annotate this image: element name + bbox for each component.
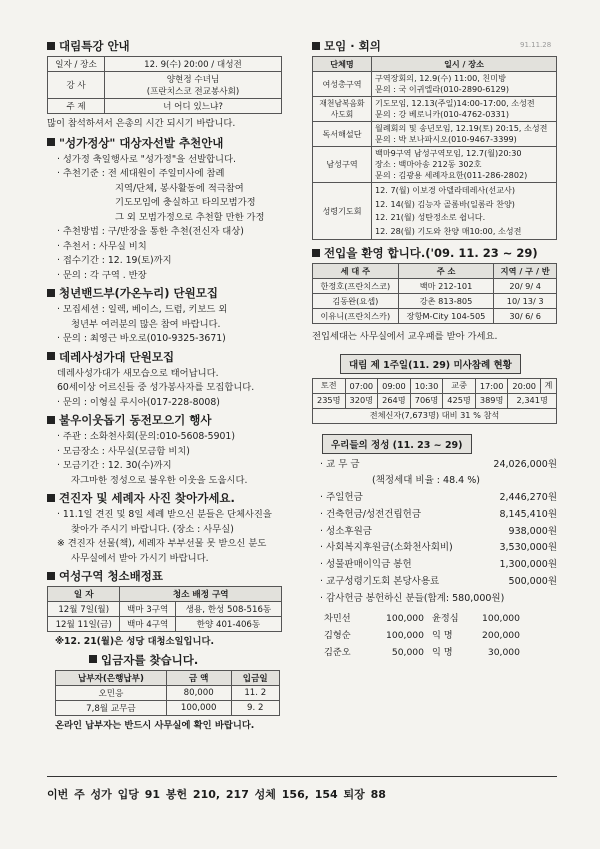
cell: 이유니(프란치스카) xyxy=(313,309,399,324)
donor-amount: 100,000 xyxy=(386,629,424,641)
donor-amount: 100,000 xyxy=(386,612,424,624)
offering-row: (책정세대 비율 : 48.4 %) xyxy=(372,475,480,487)
detail-cell: 12. 7(월) 이보경 아델라데레사(선교사) 12. 14(월) 김능자 골롬바(일롬라 찬양) 12. 21(월) 성탄정소로 쉽니다. 12. 28(월) 기도와 찬양 매10:00, 소성전 xyxy=(372,183,557,240)
table-header-row xyxy=(313,264,557,279)
header-cell: 일시 / 장소 xyxy=(372,57,557,72)
donor-name: 김준오 xyxy=(324,646,351,658)
lecture-note: 많이 참석하셔서 은총의 시간 되시기 바랍니다. xyxy=(47,118,236,129)
lecture-table xyxy=(47,56,282,114)
cell: 생용, 한성 508-516동 xyxy=(175,602,281,617)
elder-choir-heading: 데레사성가대 단원모집 xyxy=(47,349,297,365)
text-line: · 11.1일 견진 및 8일 세례 받으신 분들은 단체사진을 xyxy=(57,509,272,520)
cell: 706명 xyxy=(410,393,443,408)
cell: 12월 11일(금) xyxy=(48,617,120,632)
header-cell: 지역 / 구 / 반 xyxy=(494,264,557,279)
header-cell: 입금일 xyxy=(231,670,280,685)
table-row xyxy=(48,602,282,617)
offering-title: 우리들의 정성 (11. 23 ~ 29) xyxy=(322,434,472,454)
cell: 전체신자(7,673명) 대비 31 % 참석 xyxy=(313,408,557,423)
donor-name: 김형순 xyxy=(324,629,351,641)
header-cell: 일 자 xyxy=(48,587,120,602)
cell: 235명 xyxy=(313,393,346,408)
speaker-name: 양현정 수녀님 xyxy=(166,75,220,85)
cell: 백마 4구역 xyxy=(120,617,175,632)
donor-name: 익 명 xyxy=(432,629,453,641)
newcomers-table xyxy=(312,263,557,324)
table-row xyxy=(313,122,557,147)
choir-heading: "성가정상" 대상자선발 추천안내 xyxy=(47,135,297,151)
attendance-table xyxy=(312,378,557,424)
cell: 11. 2 xyxy=(231,685,280,700)
table-row xyxy=(48,72,282,99)
neighbor-heading: 불우이웃돕기 동전모으기 행사 xyxy=(47,412,297,428)
square-bullet-icon xyxy=(47,416,55,424)
text-line: 사무실에서 받아 가시기 바랍니다. xyxy=(71,552,209,564)
header-cell: 주 소 xyxy=(398,264,494,279)
text-line: · 문의 : 최영근 바오로(010-9325-3671) xyxy=(57,333,226,344)
newcomers-heading: 전입을 환영 합니다.('09. 11. 23 ~ 29) xyxy=(312,245,557,261)
cell: 한양 401-406동 xyxy=(175,617,281,632)
value-cell xyxy=(105,72,282,99)
text-line: 지역/단체, 봉사활동에 적극참여 xyxy=(115,182,244,194)
label-cell: 강 사 xyxy=(48,72,105,99)
header-cell: 청소 배정 구역 xyxy=(120,587,282,602)
table-header-row xyxy=(48,587,282,602)
header-cell: 단체명 xyxy=(313,57,372,72)
table-row xyxy=(48,99,282,114)
text-line: · 추천방법 : 구/반장을 통한 추천(전신자 대상) xyxy=(57,226,244,237)
text-line: · 추천서 : 사무실 비치 xyxy=(57,240,147,252)
text-line: · 추천기준 : 전 세대원이 주일미사에 참례 xyxy=(57,168,225,179)
text-line: ※ 견진자 선물(책), 세례자 부부선물 못 받으신 분도 xyxy=(57,538,267,549)
left-column xyxy=(47,36,297,733)
detail-cell: 구역장회의, 12.9(수) 11:00, 친미방 문의 : 국 이귀엘라(010-2890-6129) xyxy=(372,72,557,97)
attendance-title: 대림 제 1주일(11. 29) 미사참례 현황 xyxy=(340,354,521,374)
cell: 한정호(프란치스코) xyxy=(313,279,399,294)
square-bullet-icon xyxy=(312,42,320,50)
offering-row: · 사회복지후원금(소화천사회비) 3,530,000원 xyxy=(320,542,557,554)
table-row xyxy=(313,309,557,324)
table-row xyxy=(313,294,557,309)
text-line: 기도모임에 충실하고 타의모범가정 xyxy=(115,197,256,208)
cell: 10/ 13/ 3 xyxy=(494,294,557,309)
text-line: · 주관 : 소화천사회(문의:010-5608-5901) xyxy=(57,431,235,442)
meetings-table xyxy=(312,56,557,240)
cell: 20/ 9/ 4 xyxy=(494,279,557,294)
label-cell: 일자 / 장소 xyxy=(48,57,105,72)
table-row xyxy=(48,57,282,72)
cleaning-note: ※12. 21(월)은 성당 대청소일입니다. xyxy=(55,636,214,647)
cell: 9. 2 xyxy=(231,700,280,715)
cell: 2,341명 xyxy=(508,393,557,408)
time-row xyxy=(313,378,557,393)
cell: 09:00 xyxy=(378,378,411,393)
value-cell: 12. 9(수) 20:00 / 대성전 xyxy=(105,57,282,72)
header-cell: 세 대 주 xyxy=(313,264,399,279)
page-mark: 91.11.28 xyxy=(520,41,552,49)
cell: 장항M-City 104-505 xyxy=(398,309,494,324)
square-bullet-icon xyxy=(47,138,55,146)
offering-row: · 건축헌금/성전건립헌금 8,145,410원 xyxy=(320,508,557,520)
cell: 교중 xyxy=(443,378,476,393)
square-bullet-icon xyxy=(47,42,55,50)
cell: 7,8월 교무금 xyxy=(56,700,167,715)
offering-row: · 성소후원금 938,000원 xyxy=(320,525,557,537)
table-row xyxy=(313,147,557,183)
cell: 20:00 xyxy=(508,378,541,393)
offering-row: · 감사헌금 봉헌하신 분들(합계: 580,000원) xyxy=(320,592,505,604)
table-row xyxy=(56,685,280,700)
cleaning-table xyxy=(47,586,282,632)
cell: 30/ 6/ 6 xyxy=(494,309,557,324)
offering-row: · 성물판매이익금 봉헌 1,300,000원 xyxy=(320,559,557,571)
cell: 오민응 xyxy=(56,685,167,700)
right-column xyxy=(312,36,557,661)
donor-amount: 100,000 xyxy=(482,612,520,624)
cell: 토전 xyxy=(313,378,346,393)
table-header-row xyxy=(56,670,280,685)
header-cell: 납부자(은행납부) xyxy=(56,670,167,685)
youth-band-heading: 청년밴드부(가온누리) 단원모집 xyxy=(47,285,297,301)
detail-cell: 기도모임, 12.13(주일)14:00-17:00, 소성전 문의 : 강 베로니카(010-4762-0331) xyxy=(372,97,557,122)
deposit-note: 온라인 납부자는 반드시 사무실에 확인 바랍니다. xyxy=(55,719,255,731)
donor-name: 익 명 xyxy=(432,646,453,658)
lecture-heading: 대림특강 안내 xyxy=(47,38,297,54)
hymn-footer: 이번 주 성가 입당 91 봉헌 210, 217 성체 156, 154 퇴장 88 xyxy=(47,776,557,802)
label-cell: 주 제 xyxy=(48,99,105,114)
text-line: 찾아가 주시기 바랍니다. (장소 : 사무실) xyxy=(71,523,234,535)
cell: 320명 xyxy=(345,393,378,408)
cell: 17:00 xyxy=(475,378,508,393)
text-line: 데레사성가대가 새모습으로 태어납니다. xyxy=(57,367,219,379)
deposit-table xyxy=(55,670,280,716)
cell: 12월 7일(월) xyxy=(48,602,120,617)
offering-row: · 교 무 금 24,026,000원 xyxy=(320,458,557,470)
value-cell: 너 어디 있느냐? xyxy=(105,99,282,114)
donor-amount: 30,000 xyxy=(487,646,520,658)
deposit-heading: 입금자를 찾습니다. xyxy=(47,652,297,668)
text-line: · 접수기간 : 12. 19(토)까지 xyxy=(57,255,172,266)
photo-heading: 견진자 및 세례자 사진 찾아가세요. xyxy=(47,490,297,506)
table-row xyxy=(313,97,557,122)
cell: 김동완(요셉) xyxy=(313,294,399,309)
offering-row: · 교구성령기도회 본당사용료 500,000원 xyxy=(320,576,557,588)
cell: 10:30 xyxy=(410,378,443,393)
cell: 백마 212-101 xyxy=(398,279,494,294)
table-row xyxy=(313,279,557,294)
table-row xyxy=(313,183,557,240)
count-row xyxy=(313,393,557,408)
org-cell: 남성구역 xyxy=(313,147,372,183)
text-line: 청년부 여러분의 많은 참여 바랍니다. xyxy=(71,318,221,330)
table-row xyxy=(313,72,557,97)
total-row xyxy=(313,408,557,423)
cell: 425명 xyxy=(443,393,476,408)
meetings-heading: 모임 · 회의 xyxy=(312,38,557,54)
cell: 100,000 xyxy=(166,700,231,715)
header-cell: 금 액 xyxy=(166,670,231,685)
newcomers-note: 전입세대는 사무실에서 교우패를 받아 가세요. xyxy=(312,331,498,342)
text-line: · 문의 : 이형실 루시아(017-228-8008) xyxy=(57,396,220,408)
offering-row: · 주일헌금 2,446,270원 xyxy=(320,492,557,504)
org-cell: 재천남복음화사도회 xyxy=(313,97,372,122)
donor-name: 차민선 xyxy=(324,612,351,624)
text-line: · 문의 : 각 구역 . 반장 xyxy=(57,269,147,281)
square-bullet-icon xyxy=(47,352,55,360)
cell: 264명 xyxy=(378,393,411,408)
text-line: · 모금기간 : 12. 30(수)까지 xyxy=(57,460,172,471)
donor-amount: 50,000 xyxy=(391,646,424,658)
table-row xyxy=(56,700,280,715)
cell: 백마 3구역 xyxy=(120,602,175,617)
table-row xyxy=(48,617,282,632)
square-bullet-icon xyxy=(89,655,97,663)
cell: 07:00 xyxy=(345,378,378,393)
text-line: 그 외 모범가정으로 추천할 만한 가정 xyxy=(115,211,265,223)
square-bullet-icon xyxy=(47,494,55,502)
cleaning-heading: 여성구역 청소배정표 xyxy=(47,568,297,584)
square-bullet-icon xyxy=(47,572,55,580)
text-line: · 모금장소 : 사무실(모금함 비치) xyxy=(57,445,190,457)
text-line: · 성가정 축일행사로 "성가정"을 선발합니다. xyxy=(57,153,236,165)
detail-cell: 백마9구역 남성구역모임, 12.7(월)20:30 장소 : 백마아송 212동 302호 문의 : 김광용 세례자요한(011-286-2802) xyxy=(372,147,557,183)
speaker-affiliation: (프란치스코 전교봉사회) xyxy=(146,87,240,97)
donor-name: 윤정심 xyxy=(432,612,459,624)
text-line: · 모집세션 : 일렉, 베이스, 드럼, 키보드 외 xyxy=(57,304,228,315)
org-cell: 독서해설단 xyxy=(313,122,372,147)
cell: 389명 xyxy=(475,393,508,408)
table-header-row xyxy=(313,57,557,72)
org-cell: 성령기도회 xyxy=(313,183,372,240)
square-bullet-icon xyxy=(47,289,55,297)
square-bullet-icon xyxy=(312,249,320,257)
org-cell: 여성총구역 xyxy=(313,72,372,97)
detail-cell: 월례회의 및 송년모임, 12.19(토) 20:15, 소성전 문의 : 박 보나파시오(010-9467-3399) xyxy=(372,122,557,147)
cell: 80,000 xyxy=(166,685,231,700)
cell: 계 xyxy=(541,378,557,393)
text-line: 자그마한 정성으로 불우한 이웃을 도웁시다. xyxy=(71,474,248,486)
text-line: 60세이상 어르신들 중 성가봉사자를 모집합니다. xyxy=(57,382,255,393)
donor-amount: 200,000 xyxy=(482,629,520,641)
donor-grid xyxy=(312,610,557,661)
cell: 강촌 813-805 xyxy=(398,294,494,309)
